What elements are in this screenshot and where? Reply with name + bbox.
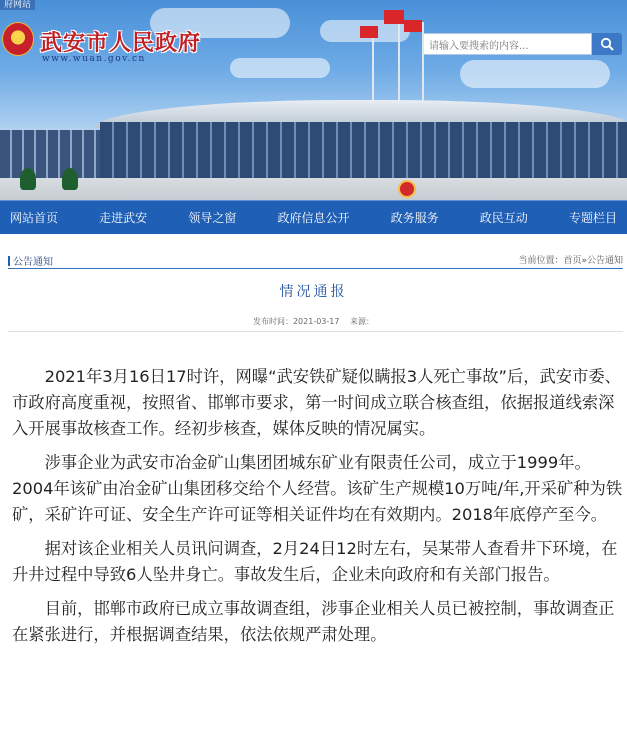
nav-item-services[interactable]: 政务服务 <box>390 211 439 225</box>
flag-icon <box>404 20 422 32</box>
building-facade <box>100 122 627 180</box>
search-button[interactable] <box>592 33 622 55</box>
top-tag: 府网站 <box>0 0 35 10</box>
paragraph: 2004年该矿由冶金矿山集团移交给个人经营。该矿生产规模10万吨/年,开采矿种为铁矿，采矿许可证、安全生产许可证等相关证件均在有效期内。2018年底停产至今。 <box>12 479 623 524</box>
nav-item-about[interactable]: 走进武安 <box>99 211 148 225</box>
site-title[interactable]: 武安市人民政府 <box>40 30 202 56</box>
breadcrumb <box>0 249 627 269</box>
section-label[interactable]: 公告通知 <box>8 253 53 268</box>
nav-item-info-disclosure[interactable]: 政府信息公开 <box>277 211 350 225</box>
nav-item-topics[interactable]: 专题栏目 <box>568 211 617 225</box>
paragraph: 据对该企业相关人员讯问调查，2月24日12时左右，吴某带人查看井下环境，在升井过程中导致6人坠井身亡。事故发生后，企业未向政府和有关部门报告。 <box>12 539 618 584</box>
flag-icon <box>360 26 378 38</box>
national-emblem-icon <box>2 22 34 56</box>
source-label: 来源： <box>350 317 375 326</box>
paragraph: 2021年3月16日17时许，网曝“武安铁矿疑似瞒报3人死亡事故”后，武安市委、市政府高度重视，按照省、邯郸市要求，第一时间成立联合核查组，依据报道线索深入开展事故核查工作。经初步核查，媒体反映的情况属实。 <box>12 367 621 438</box>
nav-item-home[interactable]: 网站首页 <box>10 211 59 225</box>
article-title: 情况通报 <box>279 284 348 300</box>
search-icon <box>600 37 614 51</box>
article-meta <box>0 316 627 327</box>
divider <box>8 268 623 269</box>
publish-time: 发布时间：2021-03-17 <box>252 317 340 326</box>
paragraph: 目前，邯郸市政府已成立事故调查组，涉事企业相关人员已被控制，事故调查正在紧张进行，并根据调查结果，依法依规严肃处理。 <box>12 599 615 644</box>
breadcrumb-location[interactable]: 当前位置：首页»公告通知 <box>518 256 623 266</box>
search-input[interactable] <box>427 37 591 57</box>
header-banner <box>0 0 627 200</box>
cloud <box>230 58 330 78</box>
paragraph: 涉事企业为武安市冶金矿山集团团城东矿业有限责任公司，成立于1999年。 <box>44 453 591 472</box>
cloud <box>460 60 610 88</box>
plaza <box>0 178 627 200</box>
article-body <box>12 364 624 656</box>
nav-item-interaction[interactable]: 政民互动 <box>479 211 528 225</box>
flag-icon <box>384 10 404 24</box>
main-nav <box>0 200 627 234</box>
site-url: www.wuan.gov.cn <box>42 54 146 64</box>
tree <box>20 168 36 190</box>
divider <box>8 331 623 332</box>
nav-item-leaders[interactable]: 领导之窗 <box>188 211 237 225</box>
search-box <box>422 33 592 55</box>
tree <box>62 168 78 190</box>
badge-icon <box>398 180 416 198</box>
